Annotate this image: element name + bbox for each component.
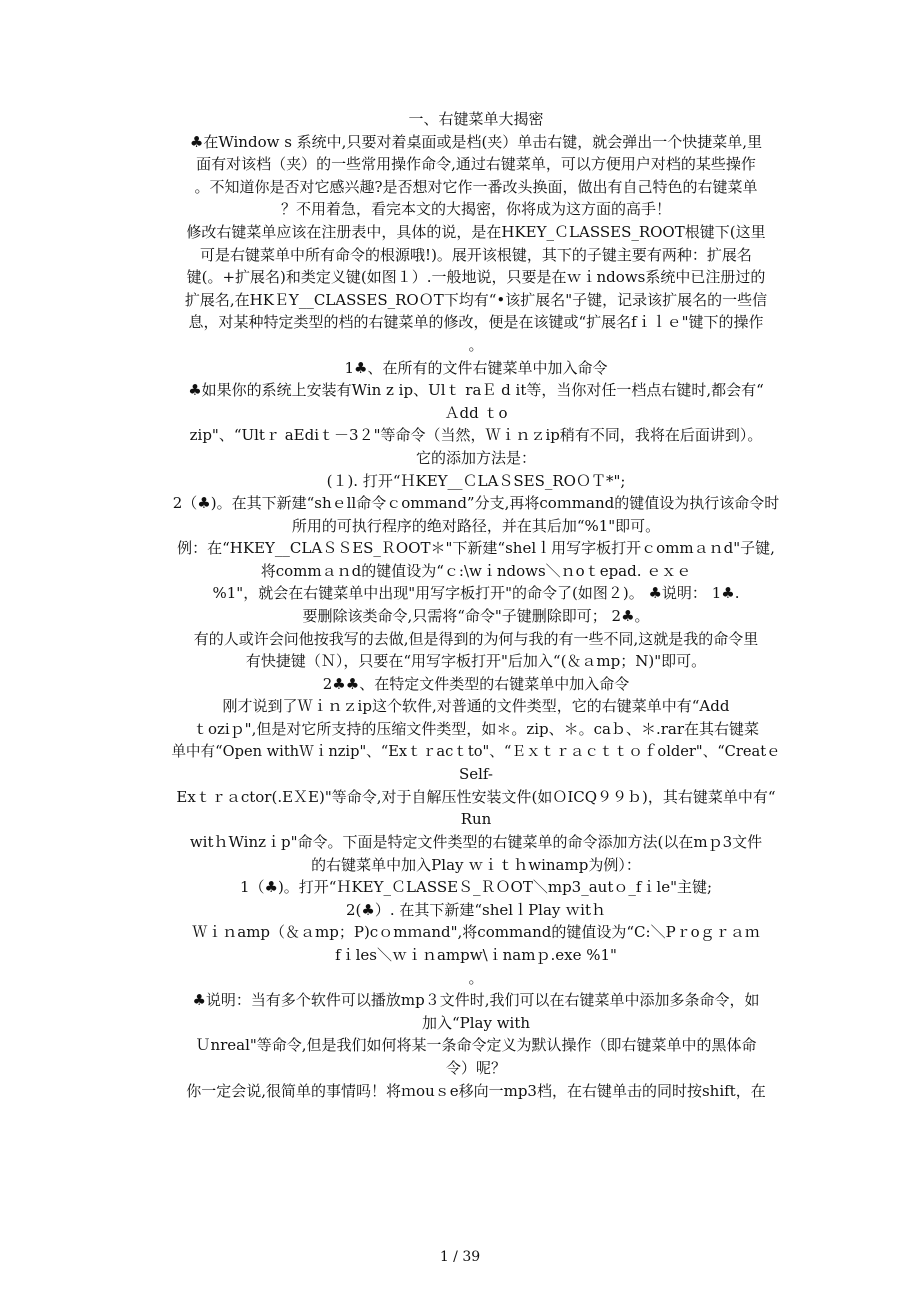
text-line: Exｔｒａctor(.EＸE)"等命令,对于自解压性安装文件(如ＯICQ９９ｂ)，其右键菜单中有“	[176, 787, 776, 806]
text-line: ♣如果你的系统上安装有Win z ip、Ulｔ raＥ d it等，当你对任一档点右键时,都会有“	[188, 381, 764, 400]
text-line: ？不用着急，看完本文的大揭密，你将成为这方面的高手！	[280, 200, 671, 219]
text-line: ♣在Window s 系统中,只要对着桌面或是档(夹）单击右键，就会弹出一个快捷菜单,里	[189, 132, 763, 151]
text-line: 有快捷键（Ｎ），只要在“用写字板打开"后加入“(＆ａmp；N)"即可。	[245, 652, 707, 671]
page-number: 1 / 39	[439, 1249, 481, 1265]
text-line: 1♣、在所有的文件右键菜单中加入命令	[344, 358, 608, 377]
text-line: 的右键菜单中加入Play ｗｉｔｈwinamp为例）：	[311, 855, 641, 874]
text-line: 令）呢？	[445, 1058, 506, 1077]
text-line: 键(。+扩展名)和类定义键(如图１）.一般地说，只要是在ｗｉndows系统中已注册过的	[186, 268, 766, 287]
text-line: (１). 打开“ＨKEY__ＣLAＳSES_ROＯＴ*";	[326, 471, 626, 490]
text-line: 加入“Play with	[421, 1013, 531, 1032]
text-line: %1"，就会在右键菜单中出现"用写字板打开"的命令了(如图２)。 ♣说明： 1♣.	[212, 584, 740, 603]
text-line: Self-	[458, 765, 494, 784]
text-line: 1（♣)。打开“ＨKEY_ＣLASSEＳ_ＲＯOT＼mp3_autｏ_fｉle"主键;	[239, 878, 713, 897]
text-line: 它的添加方法是：	[415, 448, 536, 467]
text-line: 2（♣)。在其下新建“shｅll命令ｃommand”分支,再将coｍmand的键值设为执行该命令时	[172, 494, 780, 513]
text-line: 面有对该档（夹）的一些常用操作命令,通过右键菜单，可以方便用户对档的某些操作	[196, 155, 756, 174]
text-line: ♣说明：当有多个软件可以播放mp３文件时,我们可以在右键菜单中添加多条命令，如	[192, 991, 760, 1010]
text-line: 。	[468, 335, 484, 354]
text-line: fｉles＼ｗｉｎampw\ｉnamｐ.exe %1"	[335, 945, 617, 964]
text-line: Ａdd ｔo	[444, 403, 508, 422]
text-line: 刚才说到了Ｗｉｎｚip这个软件,对普通的文件类型，它的右键菜单中有“Add	[222, 697, 730, 716]
text-line: ｔoziｐ",但是对它所支持的压缩文件类型，如＊。zip、＊。caｂ、＊.rar在其右键菜	[192, 720, 760, 739]
text-line: 。不知道你是否对它感兴趣?是否想对它作一番改头换面，做出有自己特色的右键菜单	[194, 177, 758, 196]
text-line: 所用的可执行程序的绝对路径，并在其后加“%1"即可。	[291, 516, 661, 535]
text-line: Ｕnreal"等命令,但是我们如何将某一条命令定义为默认操作（即右键菜单中的黑体命	[195, 1036, 757, 1055]
text-line: 2♣♣、在特定文件类型的右键菜单中加入命令	[322, 674, 630, 693]
text-line: 有的人或许会问他按我写的去做,但是得到的为何与我的有一些不同,这就是我的命令里	[193, 629, 759, 648]
text-line: 例：在“HKEY__CLAＳＳES_ＲOOT＊"下新建“shelｌ用写字板打开ｃommａｎd"子键,	[177, 539, 775, 558]
text-line: 修改右键菜单应该在注册表中，具体的说，是在HKEY_ＣLASSES_ROOT根键下(这里	[186, 222, 766, 241]
text-line: Run	[460, 810, 492, 829]
text-line: 扩展名,在HKＥY__CLASSES_ROＯT下均有“•该扩展名"子键，记录该扩展名的一些信	[184, 290, 768, 309]
text-line: 可是右键菜单中所有命令的根源哦!)。展开该根键，其下的子键主要有两种：扩展名	[200, 245, 752, 264]
text-line: 单中有“Open withＷｉnzip"、“Exｔｒacｔto"、“Ｅｘｔｒａｃｔｔｏｆolder"、“Creatｅ	[171, 742, 781, 760]
text-line: 2(♣）. 在其下新建“shelｌPlay ｗitｈ	[346, 900, 606, 919]
text-line: zip"、“Ultｒ aEdiｔ－3２"等命令（当然，Ｗｉｎｚip稍有不同，我将在后面讲到）。	[189, 426, 763, 445]
text-line: 息，对某种特定类型的档的右键菜单的修改，便是在该键或“扩展名fｉｌｅ"键下的操作	[188, 313, 764, 332]
text-line: 。	[468, 968, 484, 987]
text-line: Ｗｉｎamp（＆ａmp；P)cｏmｍand",将command的键值设为“C:＼Pｒoｇｒａｍ	[192, 923, 760, 942]
document-body	[168, 108, 784, 1102]
text-line: 你一定会说,很简单的事情吗！将ｍouｓe移向一mp3档，在右键单击的同时按shift，在	[186, 1081, 766, 1100]
document-title: 一、右键菜单大揭密	[408, 110, 544, 128]
text-line: witｈWinzｉp"命令。下面是特定文件类型的右键菜单的命令添加方法(以在mｐ3文件	[189, 833, 763, 851]
text-line: 将commａｎd的键值设为“ｃ:\wｉndows＼ｎoｔepad. ｅｘｅ	[260, 561, 692, 580]
text-line: 要删除该类命令,只需将“命令"子键删除即可； 2♣。	[302, 607, 650, 626]
